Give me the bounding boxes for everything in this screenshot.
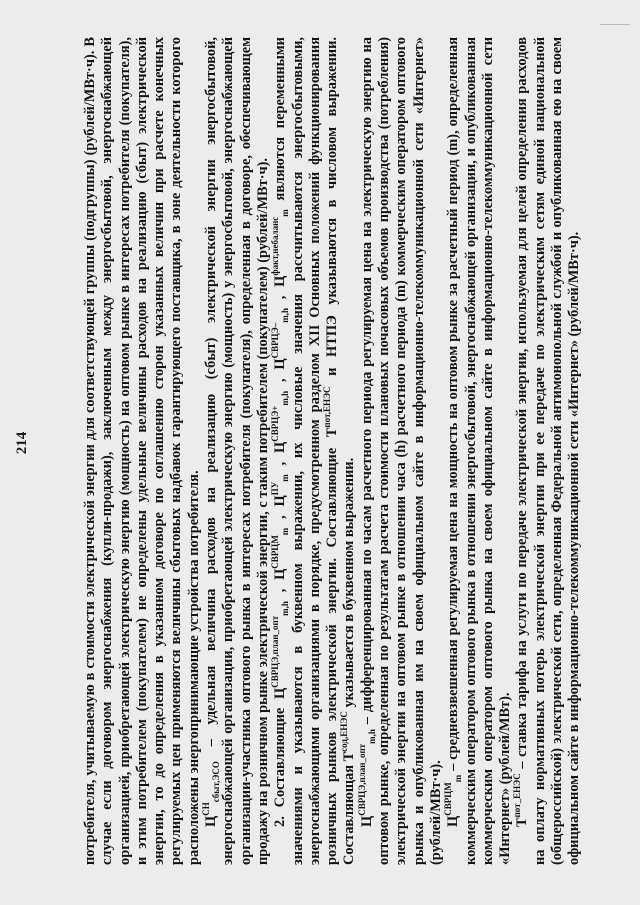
paragraph: $Ц^{СВРЦМ}_m$ – средневзвешенная регулируемая цена на мощность на оптовом рынке за расчетный период (m), определенная коммерческим оператором оптового рынка в отношении энергосбытовой, энергоснабжающей организации, и опубликованная коммерческим оператором оптового рынка на своем официальном сайте в информационно-телекоммуникационной сети «Интернет» (рублей/МВт).: [443, 37, 514, 865]
page-number: 214: [14, 431, 30, 455]
paragraph: потребителя, учитываемую в стоимости электрической энергии для соответствующей группы (подгруппы) (рублей/МВт·ч). В случае если договором энергоснабжения (купли-продажи), заключенным между энергосбытовой, энергоснабжающей организацией, приобретающей электрическую энергию (мощность) на оптовом рынке в интересах потребителя (покупателя), и этим потребителем (покупателем) не определены удельные величины расходов на реализацию (сбыт) электрической энергии, то до определения в указанном договоре по соглашению сторон указанных величин при расчете конечных регулируемых цен применяются величины сбытовых надбавок гарантирующего поставщика, в зоне деятельности которого расположены энергопринимающие устройства потребителя.: [82, 37, 202, 865]
paragraph: $Т^{пот\_ЕНЭС}$ – ставка тарифа на услуги по передаче электрической энергии, используемая для целей определения расходов на оплату нормативных потерь электрической энергии при ее передаче по электрическим сетям единой национальной (общероссийской) электрической сети, определенная Федеральной антимонопольной службой и опубликованная ею на своем официальном сайте в информационно-телекоммуникационной сети «Интернет» (рублей/МВт·ч).: [512, 37, 583, 865]
scan-edge-mark: [600, 12, 630, 25]
paragraph: $Ц^{СВРЦЭ,план\_опт}_{m,h}$ – дифференцированная по часам расчетного периода регулируемая цена на электрическую энергию на оптовом рынке, определенная по результатам расчета стоимости плановых почасовых объемов производства (потребления) электрической энергии на оптовом рынке в отношении часа (h) расчетного периода (m) коммерческим оператором оптового рынка и опубликованная им на своем официальном сайте в информационно-телекоммуникационной сети «Интернет» (рублей/МВт·ч).: [356, 37, 444, 865]
paragraph: 2. Составляющие $Ц^{СВРЦЭ,план\_опт}_{m,h}$ , $Ц^{СВРЦМ}_m$ , $Ц^{ПУ}_m$ , $Ц^{СВРЦЭ+}_{m,h}$ , $Ц^{СВРЦЭ-}_{m,h}$ , $Ц^{факт,небаланс}_m$ являются переменными значениями и указываются в буквенном выражении, их числовые значения рассчитываются энергосбытовыми, энергоснабжающими организациями в порядке, предусмотренном разделом XII Основных положений функционирования розничных рынков электрической энергии. Составляющие $Т^{пот,ЕНЭС}$ и НТПЭ указываются в числовом выражении. Составляющая $Т^{сод,ЕНЭС}$ указывается в буквенном выражении.: [270, 37, 358, 865]
paragraph: $Ц^{СН}_{сбыт,ЭСО}$ – удельная величина расходов на реализацию (сбыт) электрической энергии энергосбытовой, энергоснабжающей организации, приобретающей электрическую энергию (мощность) у энергосбытовой, энергоснабжающей организации-участника оптового рынка в интересах потребителя (покупателя), определенная в договоре, обеспечивающем продажу на розничном рынке электрической энергии, с таким потребителем (покупателем) (рублей/МВт·ч).: [201, 37, 271, 865]
document-body: [82, 37, 584, 865]
